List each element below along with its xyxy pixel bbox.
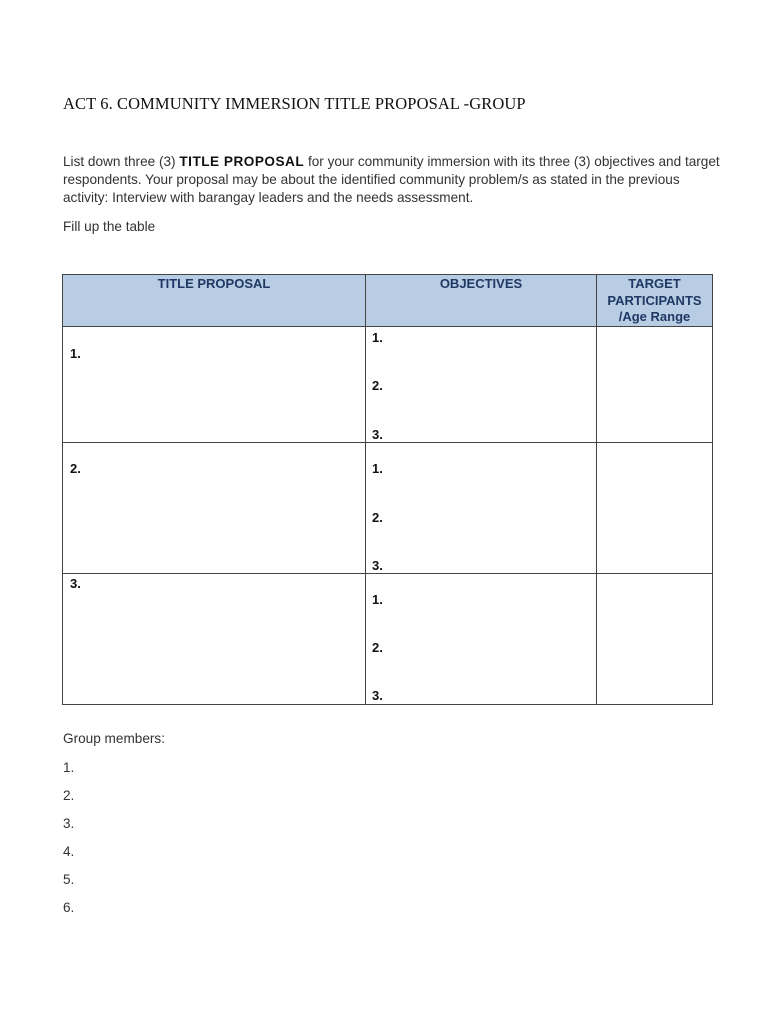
instructions-bold-term: TITLE PROPOSAL: [179, 154, 305, 169]
header-title-proposal: TITLE PROPOSAL: [63, 275, 366, 327]
target-participants-cell[interactable]: [597, 442, 713, 573]
group-member-line: 5.: [63, 872, 75, 887]
objectives-cell[interactable]: [366, 326, 597, 442]
instructions-text-start: List down three (3): [63, 154, 180, 169]
objective-number: 3.: [372, 426, 383, 442]
objective-number: 3.: [372, 687, 383, 703]
table-row: [63, 573, 713, 704]
document-title: ACT 6. COMMUNITY IMMERSION TITLE PROPOSAL -GROUP: [63, 94, 526, 113]
group-member-line: 2.: [63, 788, 75, 803]
title-proposal-cell[interactable]: [63, 573, 366, 704]
group-member-line: 6.: [63, 900, 75, 915]
objective-number: 2.: [372, 377, 383, 393]
objectives-cell[interactable]: [366, 573, 597, 704]
title-number: 3.: [70, 575, 81, 591]
objective-number: 2.: [372, 639, 383, 655]
objective-number: 3.: [372, 557, 383, 573]
group-members-label: Group members:: [63, 731, 165, 746]
group-member-line: 4.: [63, 844, 75, 859]
title-proposal-cell[interactable]: [63, 442, 366, 573]
title-number: 1.: [70, 345, 81, 361]
instructions-paragraph: [63, 153, 723, 207]
objectives-cell[interactable]: [366, 442, 597, 573]
group-member-line: 1.: [63, 760, 75, 775]
table-row: [63, 326, 713, 442]
objective-number: 1.: [372, 460, 383, 476]
title-proposal-cell[interactable]: [63, 326, 366, 442]
fill-instruction: Fill up the table: [63, 219, 156, 234]
target-participants-cell[interactable]: [597, 573, 713, 704]
target-participants-cell[interactable]: [597, 326, 713, 442]
group-member-line: 3.: [63, 816, 75, 831]
instructions-text-end: for your community immersion with its three (3) objectives and target respondents. Your proposal may be about the identified community problem/s as stated in the previous activity: Interview with barangay leaders and the needs assessment.: [63, 154, 720, 205]
objective-number: 1.: [372, 329, 383, 345]
header-objectives: OBJECTIVES: [366, 275, 597, 327]
header-target-participants: TARGET PARTICIPANTS /Age Range: [597, 275, 713, 327]
table-header-row: [63, 275, 713, 327]
objective-number: 1.: [372, 591, 383, 607]
objective-number: 2.: [372, 509, 383, 525]
table-row: [63, 442, 713, 573]
proposal-table: [62, 274, 713, 705]
title-number: 2.: [70, 460, 81, 476]
